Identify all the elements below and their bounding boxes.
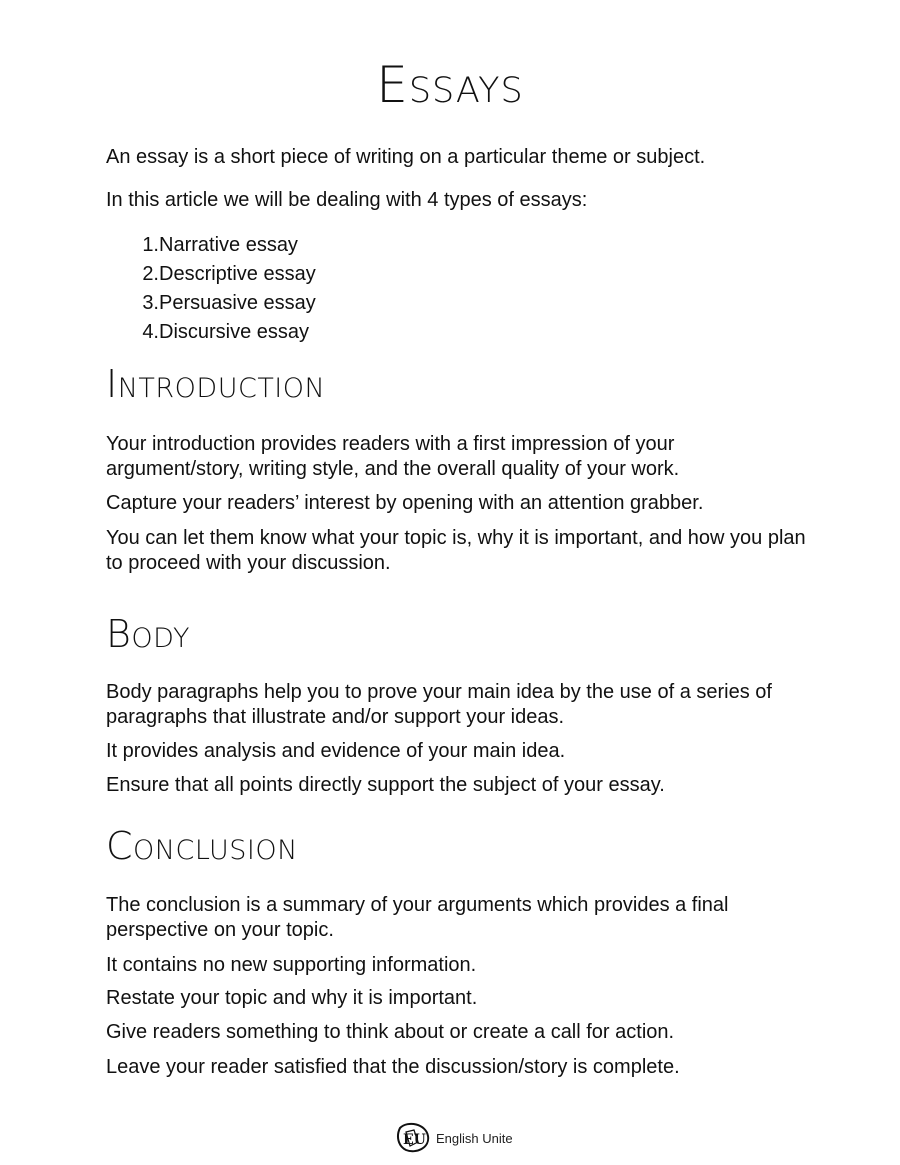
introduction-paragraph: You can let them know what your topic is, why it is important, and how you plan to proceed with your discussion. [106,527,806,574]
conclusion-paragraph: Leave your reader satisfied that the discussion/story is complete. [106,1056,680,1078]
essay-types-list [106,231,316,347]
conclusion-paragraph: The conclusion is a summary of your arguments which provides a final perspective on your topic. [106,894,729,941]
list-item [106,260,316,289]
body-paragraph: It provides analysis and evidence of your main idea. [106,740,566,762]
introduction-paragraph: Your introduction provides readers with a first impression of your argument/story, writing style, and the overall quality of your work. [106,433,680,480]
introduction-heading: Introduction [106,362,326,406]
list-number: 2. [142,263,159,285]
list-label: Narrative essay [159,234,298,256]
english-unite-logo-icon [396,1122,434,1154]
page-title: Essays [376,56,524,114]
list-label: Descriptive essay [159,263,316,285]
list-item [106,318,316,347]
list-item [106,231,316,260]
list-label: Persuasive essay [159,292,316,314]
conclusion-heading: Conclusion [106,824,298,868]
list-number: 3. [142,292,159,314]
types-lead: In this article we will be dealing with 4 types of essays: [106,189,588,211]
essay-definition: An essay is a short piece of writing on a particular theme or subject. [106,146,706,168]
body-heading: Body [106,612,190,656]
list-number: 1. [142,234,159,256]
conclusion-paragraph: Give readers something to think about or create a call for action. [106,1021,675,1043]
footer-brand [396,1122,513,1154]
body-paragraph: Ensure that all points directly support the subject of your essay. [106,774,665,796]
brand-name: English Unite [436,1130,513,1146]
list-label: Discursive essay [159,321,310,343]
list-number: 4. [142,321,159,343]
list-item [106,289,316,318]
introduction-paragraph: Capture your readers’ interest by opening with an attention grabber. [106,492,704,514]
body-paragraph: Body paragraphs help you to prove your main idea by the use of a series of paragraphs that illustrate and/or support your ideas. [106,681,772,728]
conclusion-paragraph: It contains no new supporting information. [106,954,477,976]
conclusion-paragraph: Restate your topic and why it is important. [106,987,478,1009]
svg-text:EU: EU [403,1132,426,1148]
